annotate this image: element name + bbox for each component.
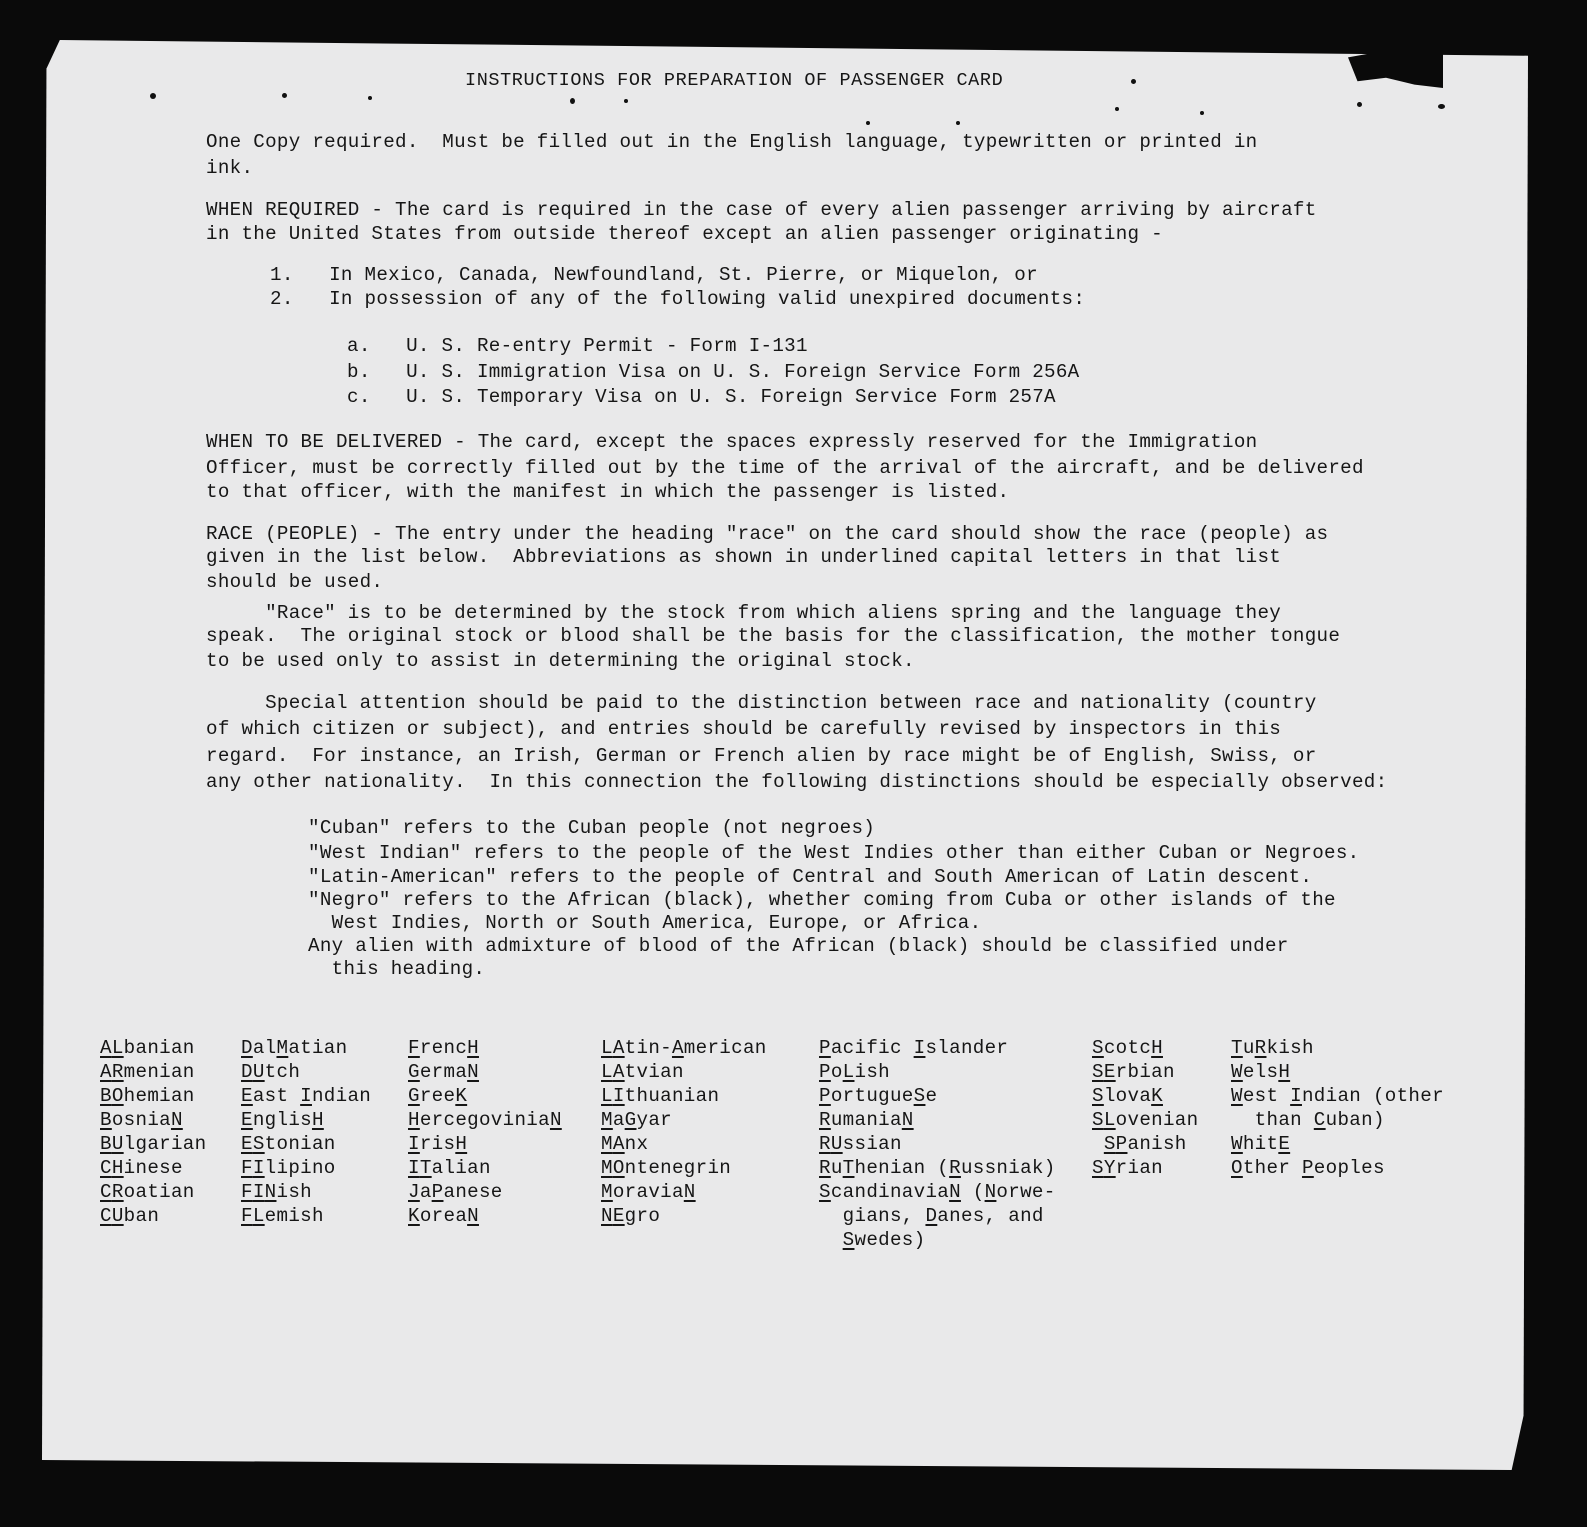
list-item: c. U. S. Temporary Visa on U. S. Foreign Service Form 257A <box>347 386 1056 408</box>
race-list-item: LIthuanian <box>601 1085 720 1107</box>
race-list-item: FIlipino <box>241 1157 336 1179</box>
race-list-item: FLemish <box>241 1205 324 1227</box>
race-list-item: DUtch <box>241 1061 301 1083</box>
when-required-line-2: in the United States from outside thereof except an alien passenger originating - <box>206 223 1163 245</box>
race-list-item: MAnx <box>601 1133 649 1155</box>
race-list-item: IrisH <box>408 1133 468 1155</box>
race-list-item: WelsH <box>1231 1061 1291 1083</box>
speck <box>1438 104 1445 109</box>
page-title: INSTRUCTIONS FOR PREPARATION OF PASSENGER CARD <box>465 70 1004 91</box>
race-list-item: BOhemian <box>100 1085 195 1107</box>
speck <box>570 98 575 104</box>
race-list-item: FrencH <box>408 1037 479 1059</box>
speck <box>282 93 287 98</box>
race-list-item: JaPanese <box>408 1181 503 1203</box>
distinction-line: "Cuban" refers to the Cuban people (not negroes) <box>308 817 876 839</box>
race-list-item: LAtvian <box>601 1061 684 1083</box>
race-list-item: PortugueSe <box>819 1085 938 1107</box>
race-list-item: RumaniaN <box>819 1109 914 1131</box>
list-item: a. U. S. Re-entry Permit - Form I-131 <box>347 335 808 357</box>
speck <box>1131 79 1136 84</box>
race-list-item: ScandinaviaN (Norwe- <box>819 1181 1056 1203</box>
distinction-line: "Latin-American" refers to the people of Central and South American of Latin descent. <box>308 866 1313 888</box>
race-line-1: RACE (PEOPLE) - The entry under the heading "race" on the card should show the race (people) as <box>206 523 1329 545</box>
distinction-line: West Indies, North or South America, Europe, or Africa. <box>308 912 982 934</box>
speck <box>624 99 628 103</box>
list-item: 1. In Mexico, Canada, Newfoundland, St. Pierre, or Miquelon, or <box>270 264 1038 286</box>
race-list-item: CHinese <box>100 1157 183 1179</box>
race-list-item: GreeK <box>408 1085 468 1107</box>
race-list-item: West Indian (other <box>1231 1085 1444 1107</box>
race-list-item: gians, Danes, and <box>842 1205 1044 1227</box>
speck <box>866 121 870 125</box>
race-list-item: CRoatian <box>100 1181 195 1203</box>
race-list-item: Swedes) <box>842 1229 926 1251</box>
intro-line-1: One Copy required. Must be filled out in the English language, typewritten or printed in <box>206 131 1258 153</box>
race-list-item: MoraviaN <box>601 1181 696 1203</box>
race-list-item: DalMatian <box>241 1037 348 1059</box>
race-list-item: than Cuban) <box>1254 1109 1385 1131</box>
race-list-item: ITalian <box>408 1157 491 1179</box>
race-list-item: CUban <box>100 1205 160 1227</box>
race-list-column-2 <box>241 1036 371 1228</box>
race-list-item: Pacific Islander <box>819 1037 1009 1059</box>
distinction-line: Any alien with admixture of blood of the African (black) should be classified under <box>308 935 1289 957</box>
race-list-column-3 <box>408 1036 562 1228</box>
list-item: 2. In possession of any of the following valid unexpired documents: <box>270 288 1086 310</box>
race-list-item: MOntenegrin <box>601 1157 732 1179</box>
race-list-column-6 <box>1092 1036 1198 1180</box>
race-list-item: East Indian <box>241 1085 372 1107</box>
intro-line-2: ink. <box>206 157 254 179</box>
race-list-column-4 <box>601 1036 767 1228</box>
special-line-2: of which citizen or subject), and entries should be carefully revised by inspectors in this <box>206 718 1282 740</box>
race-def-line-2: speak. The original stock or blood shall be the basis for the classification, the mother tongue <box>206 625 1341 647</box>
when-delivered-line-3: to that officer, with the manifest in which the passenger is listed. <box>206 481 1010 503</box>
race-line-3: should be used. <box>206 571 384 593</box>
race-list-item: SErbian <box>1092 1061 1175 1083</box>
race-def-line-3: to be used only to assist in determining the original stock. <box>206 650 915 672</box>
race-list-item: LAtin-American <box>601 1037 767 1059</box>
race-list-item: RuThenian (Russniak) <box>819 1157 1056 1179</box>
race-def-line-1: "Race" is to be determined by the stock from which aliens spring and the language they <box>206 602 1282 624</box>
race-list-item: TuRkish <box>1231 1037 1314 1059</box>
race-list-item: EnglisH <box>241 1109 324 1131</box>
speck <box>1357 102 1362 107</box>
race-list-item: SlovaK <box>1092 1085 1163 1107</box>
race-list-item: HercegoviniaN <box>408 1109 562 1131</box>
race-line-2: given in the list below. Abbreviations as shown in underlined capital letters in that list <box>206 546 1282 568</box>
race-list-item: SPanish <box>1103 1133 1187 1155</box>
race-list-column-7 <box>1231 1036 1444 1180</box>
distinction-line: "Negro" refers to the African (black), whether coming from Cuba or other islands of the <box>308 889 1336 911</box>
when-required-line-1: WHEN REQUIRED - The card is required in the case of every alien passenger arriving by aircraft <box>206 199 1317 221</box>
race-list-column-1 <box>100 1036 206 1228</box>
race-list-item: RUssian <box>819 1133 902 1155</box>
when-delivered-line-1: WHEN TO BE DELIVERED - The card, except the spaces expressly reserved for the Immigration <box>206 431 1258 453</box>
race-list-item: Other Peoples <box>1231 1157 1385 1179</box>
speck <box>1200 111 1204 115</box>
race-list-item: WhitE <box>1231 1133 1291 1155</box>
race-list-item: KoreaN <box>408 1205 479 1227</box>
race-list-item: SYrian <box>1092 1157 1163 1179</box>
race-list-item: ScotcH <box>1092 1037 1163 1059</box>
race-list-item: BosniaN <box>100 1109 183 1131</box>
race-list-item: FINish <box>241 1181 312 1203</box>
distinction-line: "West Indian" refers to the people of the West Indies other than either Cuban or Negroes. <box>308 842 1360 864</box>
race-list-item: SLovenian <box>1092 1109 1199 1131</box>
speck <box>150 93 156 99</box>
speck <box>368 96 372 100</box>
race-list-item: MaGyar <box>601 1109 672 1131</box>
list-item: b. U. S. Immigration Visa on U. S. Foreign Service Form 256A <box>347 361 1080 383</box>
race-list-item: ALbanian <box>100 1037 195 1059</box>
when-delivered-line-2: Officer, must be correctly filled out by the time of the arrival of the aircraft, and be delivered <box>206 457 1364 479</box>
race-list-column-5 <box>819 1036 1056 1252</box>
race-list-item: NEgro <box>601 1205 661 1227</box>
race-list-item: PoLish <box>819 1061 890 1083</box>
race-list-item: ARmenian <box>100 1061 195 1083</box>
distinction-line: this heading. <box>308 958 486 980</box>
special-line-3: regard. For instance, an Irish, German or French alien by race might be of English, Swiss, or <box>206 745 1317 767</box>
race-list-item: EStonian <box>241 1133 336 1155</box>
race-list-item: BUlgarian <box>100 1133 207 1155</box>
special-line-4: any other nationality. In this connection the following distinctions should be especially observed: <box>206 771 1388 793</box>
race-list-item: GermaN <box>408 1061 479 1083</box>
speck <box>956 121 960 125</box>
speck <box>1115 107 1119 111</box>
special-line-1: Special attention should be paid to the distinction between race and nationality (country <box>206 692 1317 714</box>
